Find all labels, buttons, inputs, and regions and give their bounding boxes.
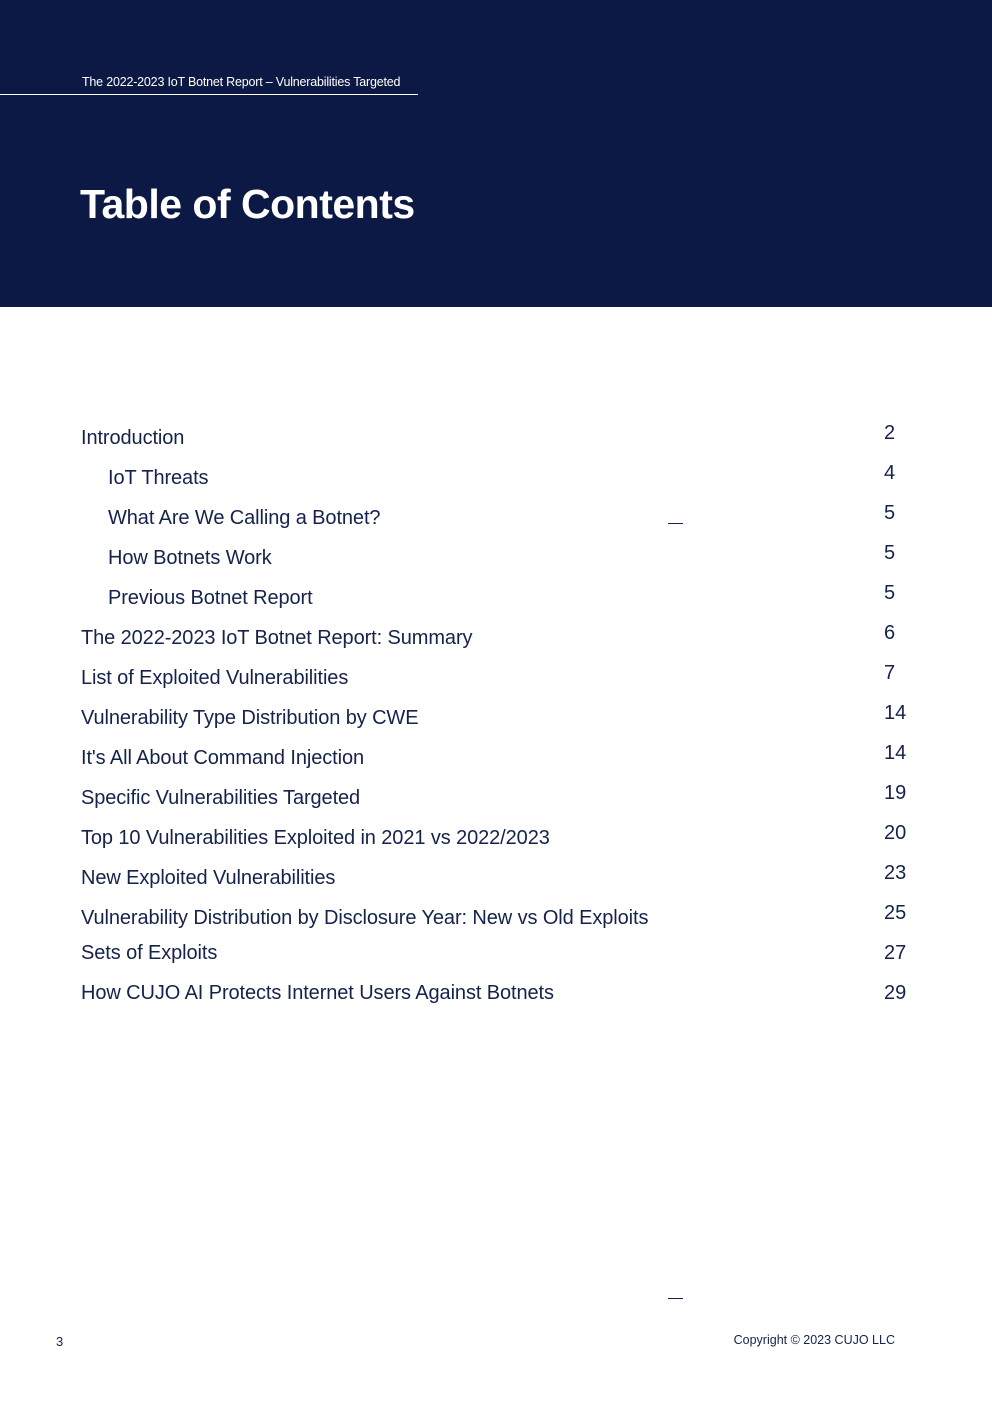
toc-label: Specific Vulnerabilities Targeted — [81, 787, 361, 809]
toc-page-number: 7 — [884, 662, 896, 684]
toc-label: New Exploited Vulnerabilities — [81, 867, 336, 889]
toc-page-number: 19 — [884, 782, 907, 804]
toc-entry-top-10-vulnerabilities[interactable] — [0, 822, 992, 857]
toc-page-number: 5 — [884, 542, 896, 564]
toc-entry-distribution-by-disclosure-year[interactable] — [0, 902, 992, 937]
footer-page-number: 3 — [56, 1334, 64, 1349]
toc-entry-introduction[interactable] — [0, 422, 992, 457]
toc-label: How CUJO AI Protects Internet Users Against Botnets — [81, 982, 554, 1004]
toc-label: Sets of Exploits — [81, 942, 218, 964]
toc-page-number: 27 — [884, 942, 907, 964]
toc-entry-list-of-exploited-vulnerabilities[interactable] — [0, 662, 992, 697]
toc-label: Vulnerability Type Distribution by CWE — [81, 707, 419, 729]
toc-label: How Botnets Work — [108, 547, 272, 569]
running-title: The 2022-2023 IoT Botnet Report – Vulnerabilities Targeted — [82, 75, 401, 89]
toc-page-number: 5 — [884, 502, 896, 524]
header-banner — [0, 0, 992, 307]
toc-entry-iot-threats[interactable] — [0, 462, 992, 497]
toc-entry-how-botnets-work[interactable] — [0, 542, 992, 577]
page-title: Table of Contents — [80, 181, 415, 227]
toc-entry-vulnerability-type-distribution[interactable] — [0, 702, 992, 737]
toc-page-number: 25 — [884, 902, 907, 924]
toc-label: Vulnerability Distribution by Disclosure Year: New vs Old Exploits — [81, 907, 649, 929]
toc-page-number: 23 — [884, 862, 907, 884]
toc-page-number: 4 — [884, 462, 896, 484]
toc-page-number: 2 — [884, 422, 896, 444]
toc-label: What Are We Calling a Botnet? — [108, 507, 381, 529]
toc-page-number: 14 — [884, 702, 907, 724]
toc-entry-what-are-we-calling-a-botnet[interactable] — [0, 502, 992, 537]
toc-entry-summary[interactable] — [0, 622, 992, 657]
toc-page-number: 14 — [884, 742, 907, 764]
toc-page-number: 29 — [884, 982, 907, 1004]
toc-label: List of Exploited Vulnerabilities — [81, 667, 349, 689]
toc-entry-sets-of-exploits[interactable] — [0, 942, 992, 972]
toc-label: The 2022-2023 IoT Botnet Report: Summary — [81, 627, 473, 649]
toc-entry-how-cujo-ai-protects[interactable] — [0, 982, 992, 1012]
toc-label: Introduction — [81, 427, 185, 449]
dash-mark — [668, 523, 683, 524]
toc-page-number: 20 — [884, 822, 907, 844]
toc-label: IoT Threats — [108, 467, 209, 489]
toc-label: It's All About Command Injection — [81, 747, 364, 769]
toc-entry-previous-botnet-report[interactable] — [0, 582, 992, 617]
toc-entry-specific-vulnerabilities-targeted[interactable] — [0, 782, 992, 817]
toc-page-number: 6 — [884, 622, 896, 644]
footer-copyright: Copyright © 2023 CUJO LLC — [733, 1333, 895, 1347]
running-title-rule — [0, 94, 418, 95]
toc-page-number: 5 — [884, 582, 896, 604]
toc-label: Previous Botnet Report — [108, 587, 313, 609]
toc-entry-command-injection[interactable] — [0, 742, 992, 777]
toc-label: Top 10 Vulnerabilities Exploited in 2021 vs 2022/2023 — [81, 827, 550, 849]
toc-entry-new-exploited-vulnerabilities[interactable] — [0, 862, 992, 897]
dash-mark — [668, 1298, 683, 1299]
